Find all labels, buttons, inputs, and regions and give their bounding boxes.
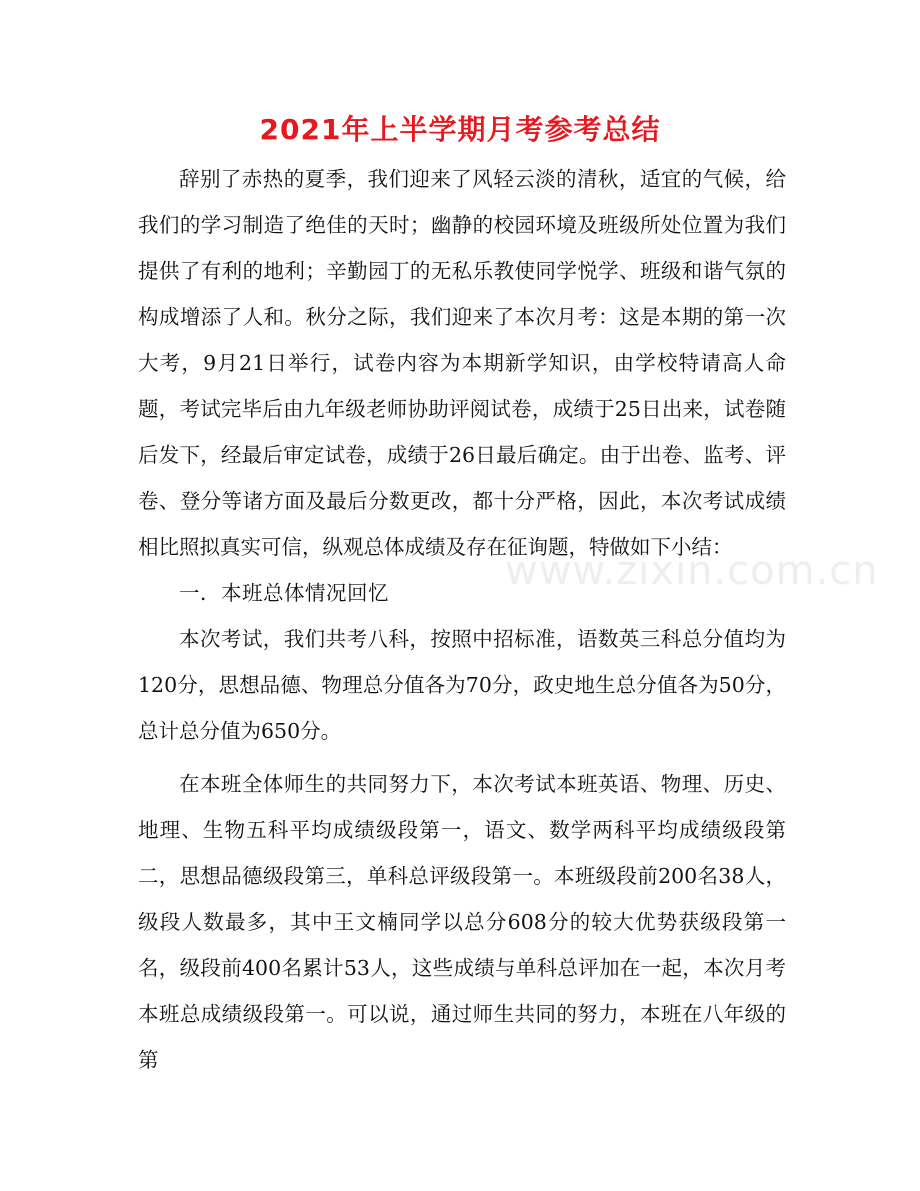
document-body <box>138 156 786 1083</box>
document-title: 2021年上半学期月考参考总结 <box>259 113 661 146</box>
exam-structure-paragraph: 本次考试，我们共考八科，按照中招标准，语数英三科总分值均为120分，思想品德、物理总分值各为70分，政史地生总分值各为50分，总计总分值为650分。 <box>138 627 786 743</box>
intro-paragraph: 辞别了赤热的夏季，我们迎来了风轻云淡的清秋，适宜的气候，给我们的学习制造了绝佳的天时；幽静的校园环境及班级所处位置为我们提供了有利的地利；辛勤园丁的无私乐教使同学悦学、班级和谐气氛的构成增添了人和。秋分之际，我们迎来了本次月考：这是本期的第一次大考，9月21日举行，试卷内容为本期新学知识，由学校特请高人命题，考试完毕后由九年级老师协助评阅试卷，成绩于25日出来，试卷随后发下，经最后审定试卷，成绩于26日最后确定。由于出卷、监考、评卷、登分等诸方面及最后分数更改，都十分严格，因此，本次考试成绩相比照拟真实可信，纵观总体成绩及存在征询题，特做如下小结： <box>138 167 786 559</box>
section-heading-overview: 一．本班总体情况回忆 <box>179 581 389 605</box>
watermark: www.zixin.com.cn <box>505 548 879 594</box>
class-results-paragraph: 在本班全体师生的共同努力下，本次考试本班英语、物理、历史、地理、生物五科平均成绩级段第一，语文、数学两科平均成绩级段第二，思想品德级段第三，单科总评级段第一。本班级段前200名38人，级段人数最多，其中王文楠同学以总分608分的较大优势获级段第一名，级段前400名累计53人，这些成绩与单科总评加在一起，本次月考本班总成绩级段第一。可以说，通过师生共同的努力，本班在八年级的第 <box>138 772 786 1072</box>
